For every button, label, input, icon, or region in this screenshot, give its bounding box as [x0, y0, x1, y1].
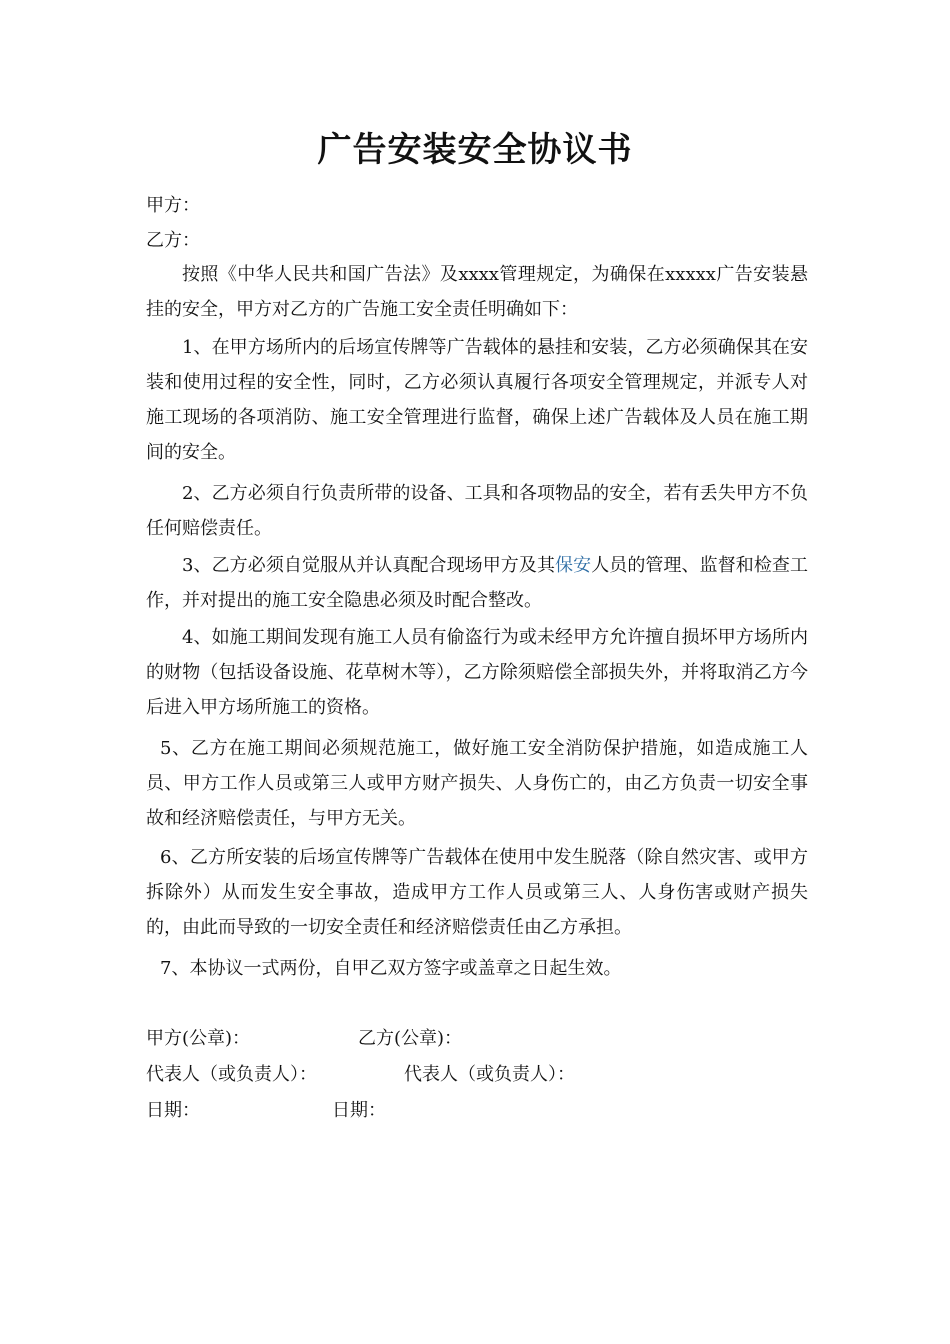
party-a-representative: 代表人（或负责人）：: [146, 1064, 317, 1085]
party-a-label: 甲方：: [146, 195, 200, 216]
party-b-representative: 代表人（或负责人）：: [404, 1064, 575, 1085]
clause-2: 2、乙方必须自行负责所带的设备、工具和各项物品的安全，若有丢失甲方不负任何赔偿责任。: [146, 483, 808, 539]
clause-4: 4、如施工期间发现有施工人员有偷盗行为或未经甲方允许擅自损坏甲方场所内的财物（包括设备设施、花草树木等），乙方除须赔偿全部损失外，并将取消乙方今后进入甲方场所施工的资格。: [146, 627, 808, 718]
party-b-label: 乙方：: [146, 230, 200, 251]
clause-7: 7、本协议一式两份，自甲乙双方签字或盖章之日起生效。: [160, 958, 622, 979]
party-b-date: 日期：: [332, 1100, 386, 1121]
clause-6: 6、乙方所安装的后场宣传牌等广告载体在使用中发生脱落（除自然灾害、或甲方拆除外）从而发生安全事故，造成甲方工作人员或第三人、人身伤害或财产损失的，由此而导致的一切安全责任和经济赔偿责任由乙方承担。: [146, 847, 808, 938]
clause-3-text-after: 人员的管理、监督和检查工作，并对提出的施工安全隐患必须及时配合整改。: [146, 555, 809, 611]
clause-5: 5、乙方在施工期间必须规范施工，做好施工安全消防保护措施，如造成施工人员、甲方工作人员或第三人或甲方财产损失、人身伤亡的，由乙方负责一切安全事故和经济赔偿责任，与甲方无关。: [146, 738, 808, 829]
party-a-seal: 甲方(公章)：: [146, 1028, 251, 1049]
security-link[interactable]: 保安: [555, 555, 592, 576]
clause-1: 1、在甲方场所内的后场宣传牌等广告载体的悬挂和安装，乙方必须确保其在安装和使用过程的安全性，同时，乙方必须认真履行各项安全管理规定，并派专人对施工现场的各项消防、施工安全管理进行监督，确保上述广告载体及人员在施工期间的安全。: [146, 337, 808, 463]
intro-paragraph: 按照《中华人民共和国广告法》及xxxx管理规定，为确保在xxxxx广告安装悬挂的安全，甲方对乙方的广告施工安全责任明确如下：: [146, 264, 808, 320]
party-a-date: 日期：: [146, 1100, 200, 1121]
clause-3-text-before: 3、乙方必须自觉服从并认真配合现场甲方及其: [182, 555, 556, 576]
document-title: 广告安装安全协议书: [317, 130, 633, 170]
clause-3: [146, 548, 808, 618]
party-b-seal: 乙方(公章)：: [358, 1028, 463, 1049]
